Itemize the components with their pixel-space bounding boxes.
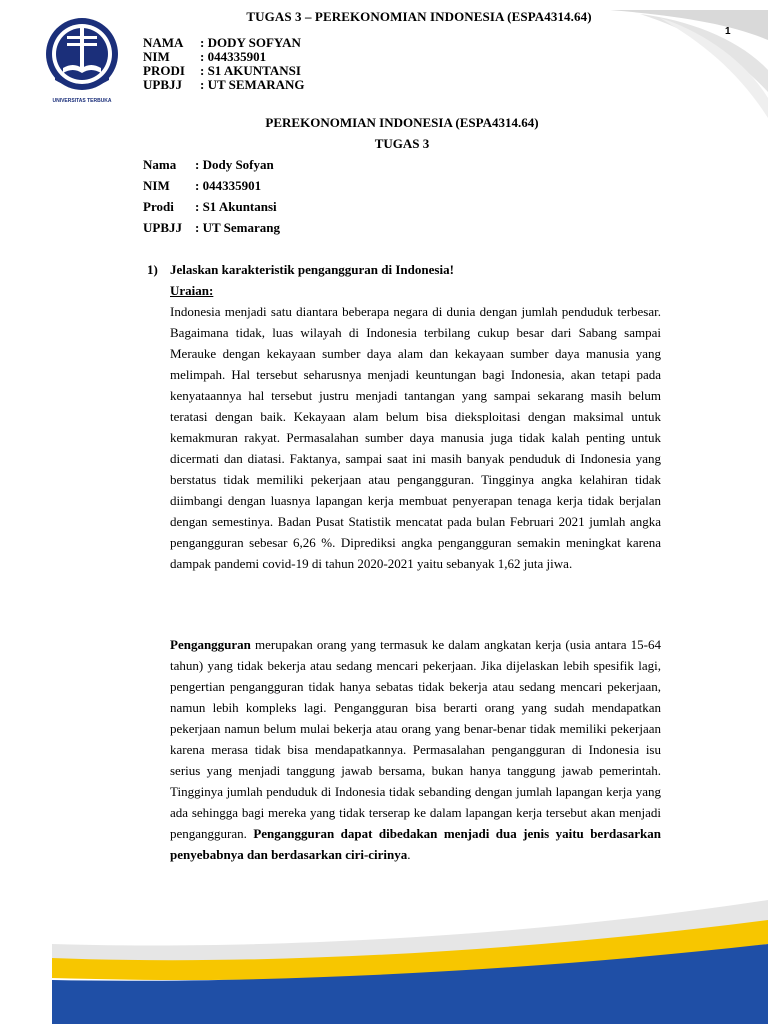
course-title: PEREKONOMIAN INDONESIA (ESPA4314.64) — [265, 115, 539, 130]
header-wave-decoration — [610, 10, 768, 118]
identity-value: : Dody Sofyan — [195, 157, 274, 172]
answer-paragraph-2 — [170, 634, 661, 865]
universitas-terbuka-logo — [43, 16, 121, 104]
paragraph-text: merupakan orang yang termasuk ke dalam angkatan kerja (usia antara 15-64 tahun) yang tidak bekerja atau sedang mencari pekerjaan. Jika dijelaskan lebih spesifik lagi, pengertian pengangguran tidak hanya sebatas tidak bekerja atau sedang mencari pekerjaan, namun lebih kompleks lagi. Pengangguran bisa berarti orang yang sudah mendapatkan pekerjaan namun belum mulai bekerja atau orang yang benar-benar tidak memiliki pekerjaan karena merasa tidak bisa mendapatkannya. Permasalahan pengangguran di Indonesia isu serius yang menjadi tanggung jawab bersama, bukan hanya tanggung jawab pemerintah. Tingginya jumlah penduduk di Indonesia tidak sebanding dengan jumlah lapangan kerja yang ada sehingga bagi mereka yang tidak terserap ke dalam lapangan kerja tersebut akan menjadi pengangguran. — [170, 637, 661, 841]
header-info-label: PRODI — [143, 63, 185, 78]
header-student-info — [143, 36, 305, 92]
header-info-label: NIM — [143, 49, 170, 64]
header-info-row — [143, 64, 305, 78]
header-info-row — [143, 78, 305, 92]
question-number: 1) — [147, 262, 158, 277]
header-title: TUGAS 3 – PEREKONOMIAN INDONESIA (ESPA4314.64) — [246, 9, 592, 24]
identity-value: : 044335901 — [195, 178, 262, 193]
identity-value: : UT Semarang — [195, 220, 280, 235]
identity-label: NIM — [143, 178, 170, 193]
identity-row — [143, 199, 277, 215]
identity-label: UPBJJ — [143, 220, 182, 235]
question-text: Jelaskan karakteristik pengangguran di Indonesia! — [170, 262, 454, 277]
identity-value: : S1 Akuntansi — [195, 199, 277, 214]
answer-paragraph-1 — [170, 301, 661, 574]
header-info-label: UPBJJ — [143, 77, 182, 92]
identity-row — [143, 220, 280, 236]
paragraph-bold-conclusion: Pengangguran dapat dibedakan menjadi dua jenis yaitu berdasarkan penyebabnya dan berdasarkan ciri-cirinya — [170, 826, 661, 862]
logo-caption: UNIVERSITAS TERBUKA — [52, 98, 112, 104]
header-info-label: NAMA — [143, 35, 184, 50]
header-info-row — [143, 36, 305, 50]
term-pengangguran: Pengangguran — [170, 637, 251, 652]
paragraph-text: Indonesia menjadi satu diantara beberapa negara di dunia dengan jumlah penduduk terbesar. Bagaimana tidak, luas wilayah di Indonesia terbilang cukup besar dari Sabang sampai Merauke dengan kekayaan sumber daya alam dan kekayaan sumber daya manusia yang melimpah. Hal tersebut seharusnya menjadi keuntungan bagi Indonesia, akan tetapi pada kenyataannya hal tersebut justru menjadi tantangan yang sampai sekarang masih belum teratasi dengan baik. Kekayaan alam belum bisa dieksploitasi dengan maksimal untuk kemakmuran rakyat. Permasalahan sumber daya manusia juga tidak kalah penting untuk dicermati dan diatasi. Faktanya, sampai saat ini masih banyak penduduk di Indonesia yang berstatus tidak memiliki pekerjaan atau pengangguran. Tingginya angka kelahiran tidak diimbangi dengan luasnya lapangan kerja membuat penyerapan tenaga kerja tidak berjalan dengan semestinya. Badan Pusat Statistik mencatat pada bulan Februari 2021 jumlah angka pengangguran sebesar 6,26 %. Diprediksi angka pengangguran semakin meningkat karena dampak pandemi covid-19 di tahun 2020-2021 yaitu sebanyak 1,62 juta jiwa. — [170, 304, 661, 571]
header-info-value: : S1 AKUNTANSI — [200, 63, 301, 78]
header-info-row — [143, 50, 305, 64]
identity-label: Prodi — [143, 199, 174, 214]
answer-label: Uraian: — [170, 283, 214, 298]
footer-wave-decoration — [52, 900, 768, 1024]
assignment-title: TUGAS 3 — [374, 136, 430, 151]
paragraph-period: . — [407, 847, 411, 862]
identity-label: Nama — [143, 157, 177, 172]
question-section — [170, 259, 661, 574]
page-number: 1 — [725, 26, 731, 37]
header-info-value: : DODY SOFYAN — [200, 35, 301, 50]
identity-row — [143, 157, 274, 173]
header-info-value: : UT SEMARANG — [200, 77, 305, 92]
identity-row — [143, 178, 261, 194]
header-info-value: : 044335901 — [200, 49, 267, 64]
